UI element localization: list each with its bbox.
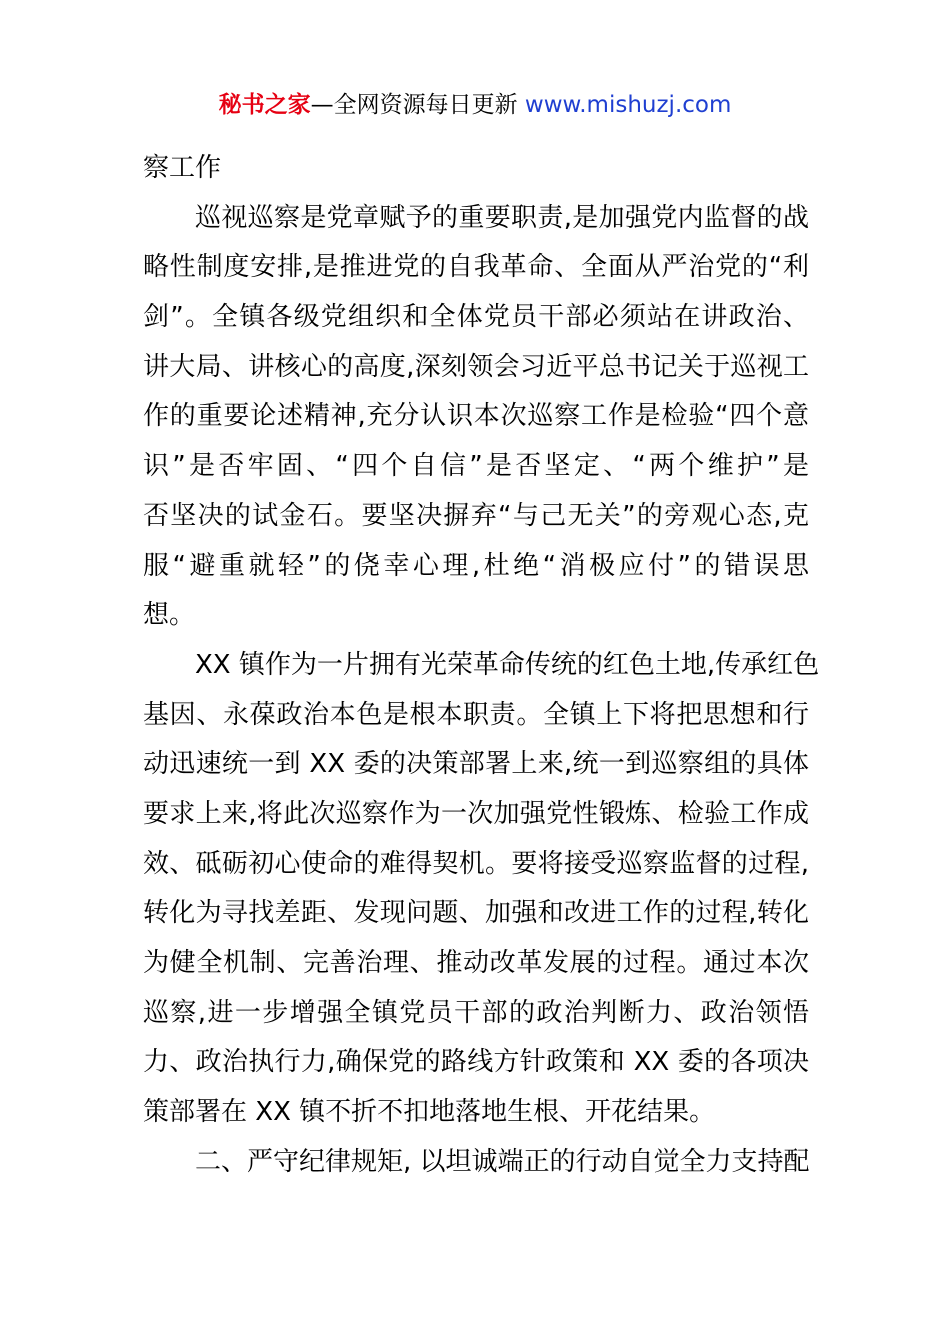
text-line: 服“避重就轻”的侥幸心理,杜绝“消极应付”的错误思 xyxy=(143,550,809,581)
text-line: 要求上来,将此次巡察作为一次加强党性锻炼、检验工作成 xyxy=(143,798,809,829)
text-line: 效、砥砺初心使命的难得契机。要将接受巡察监督的过程, xyxy=(143,848,809,879)
text-line: 为健全机制、完善治理、推动改革发展的过程。通过本次 xyxy=(143,948,809,978)
site-url-link[interactable]: www.mishuzj.com xyxy=(524,92,732,118)
text-line: 策部署在 XX 镇不折不扣地落地生根、开花结果。 xyxy=(143,1097,716,1128)
section-heading: 二、严守纪律规矩, 以坦诚端正的行动自觉全力支持配 xyxy=(195,1146,810,1177)
text-line: 巡视巡察是党章赋予的重要职责,是加强党内监督的战 xyxy=(195,202,809,233)
document-body xyxy=(143,144,820,1187)
site-tagline: —全网资源每日更新 xyxy=(310,92,525,118)
text-line: 基因、永葆政治本色是根本职责。全镇上下将把思想和行 xyxy=(143,699,809,730)
text-line: XX 镇作为一片拥有光荣革命传统的红色土地,传承红色 xyxy=(195,649,820,680)
text-line: 察工作 xyxy=(143,153,222,183)
text-line: 想。 xyxy=(143,600,196,631)
text-line: 转化为寻找差距、发现问题、加强和改进工作的过程,转化 xyxy=(143,898,809,929)
text-line: 力、政治执行力,确保党的路线方针政策和 XX 委的各项决 xyxy=(143,1047,809,1078)
page-header xyxy=(0,88,950,122)
text-line: 讲大局、讲核心的高度,深刻领会习近平总书记关于巡视工 xyxy=(143,351,809,382)
site-brand: 秘书之家 xyxy=(218,92,311,118)
text-line: 识”是否牢固、“四个自信”是否坚定、“两个维护”是 xyxy=(143,451,809,482)
text-line: 否坚决的试金石。要坚决摒弃“与己无关”的旁观心态,克 xyxy=(143,500,809,531)
text-line: 动迅速统一到 XX 委的决策部署上来,统一到巡察组的具体 xyxy=(143,749,809,780)
text-line: 剑”。全镇各级党组织和全体党员干部必须站在讲政治、 xyxy=(143,302,809,333)
text-line: 作的重要论述精神,充分认识本次巡察工作是检验“四个意 xyxy=(143,401,809,432)
text-line: 略性制度安排,是推进党的自我革命、全面从严治党的“利 xyxy=(143,252,809,283)
text-line: 巡察,进一步增强全镇党员干部的政治判断力、政治领悟 xyxy=(143,997,809,1028)
